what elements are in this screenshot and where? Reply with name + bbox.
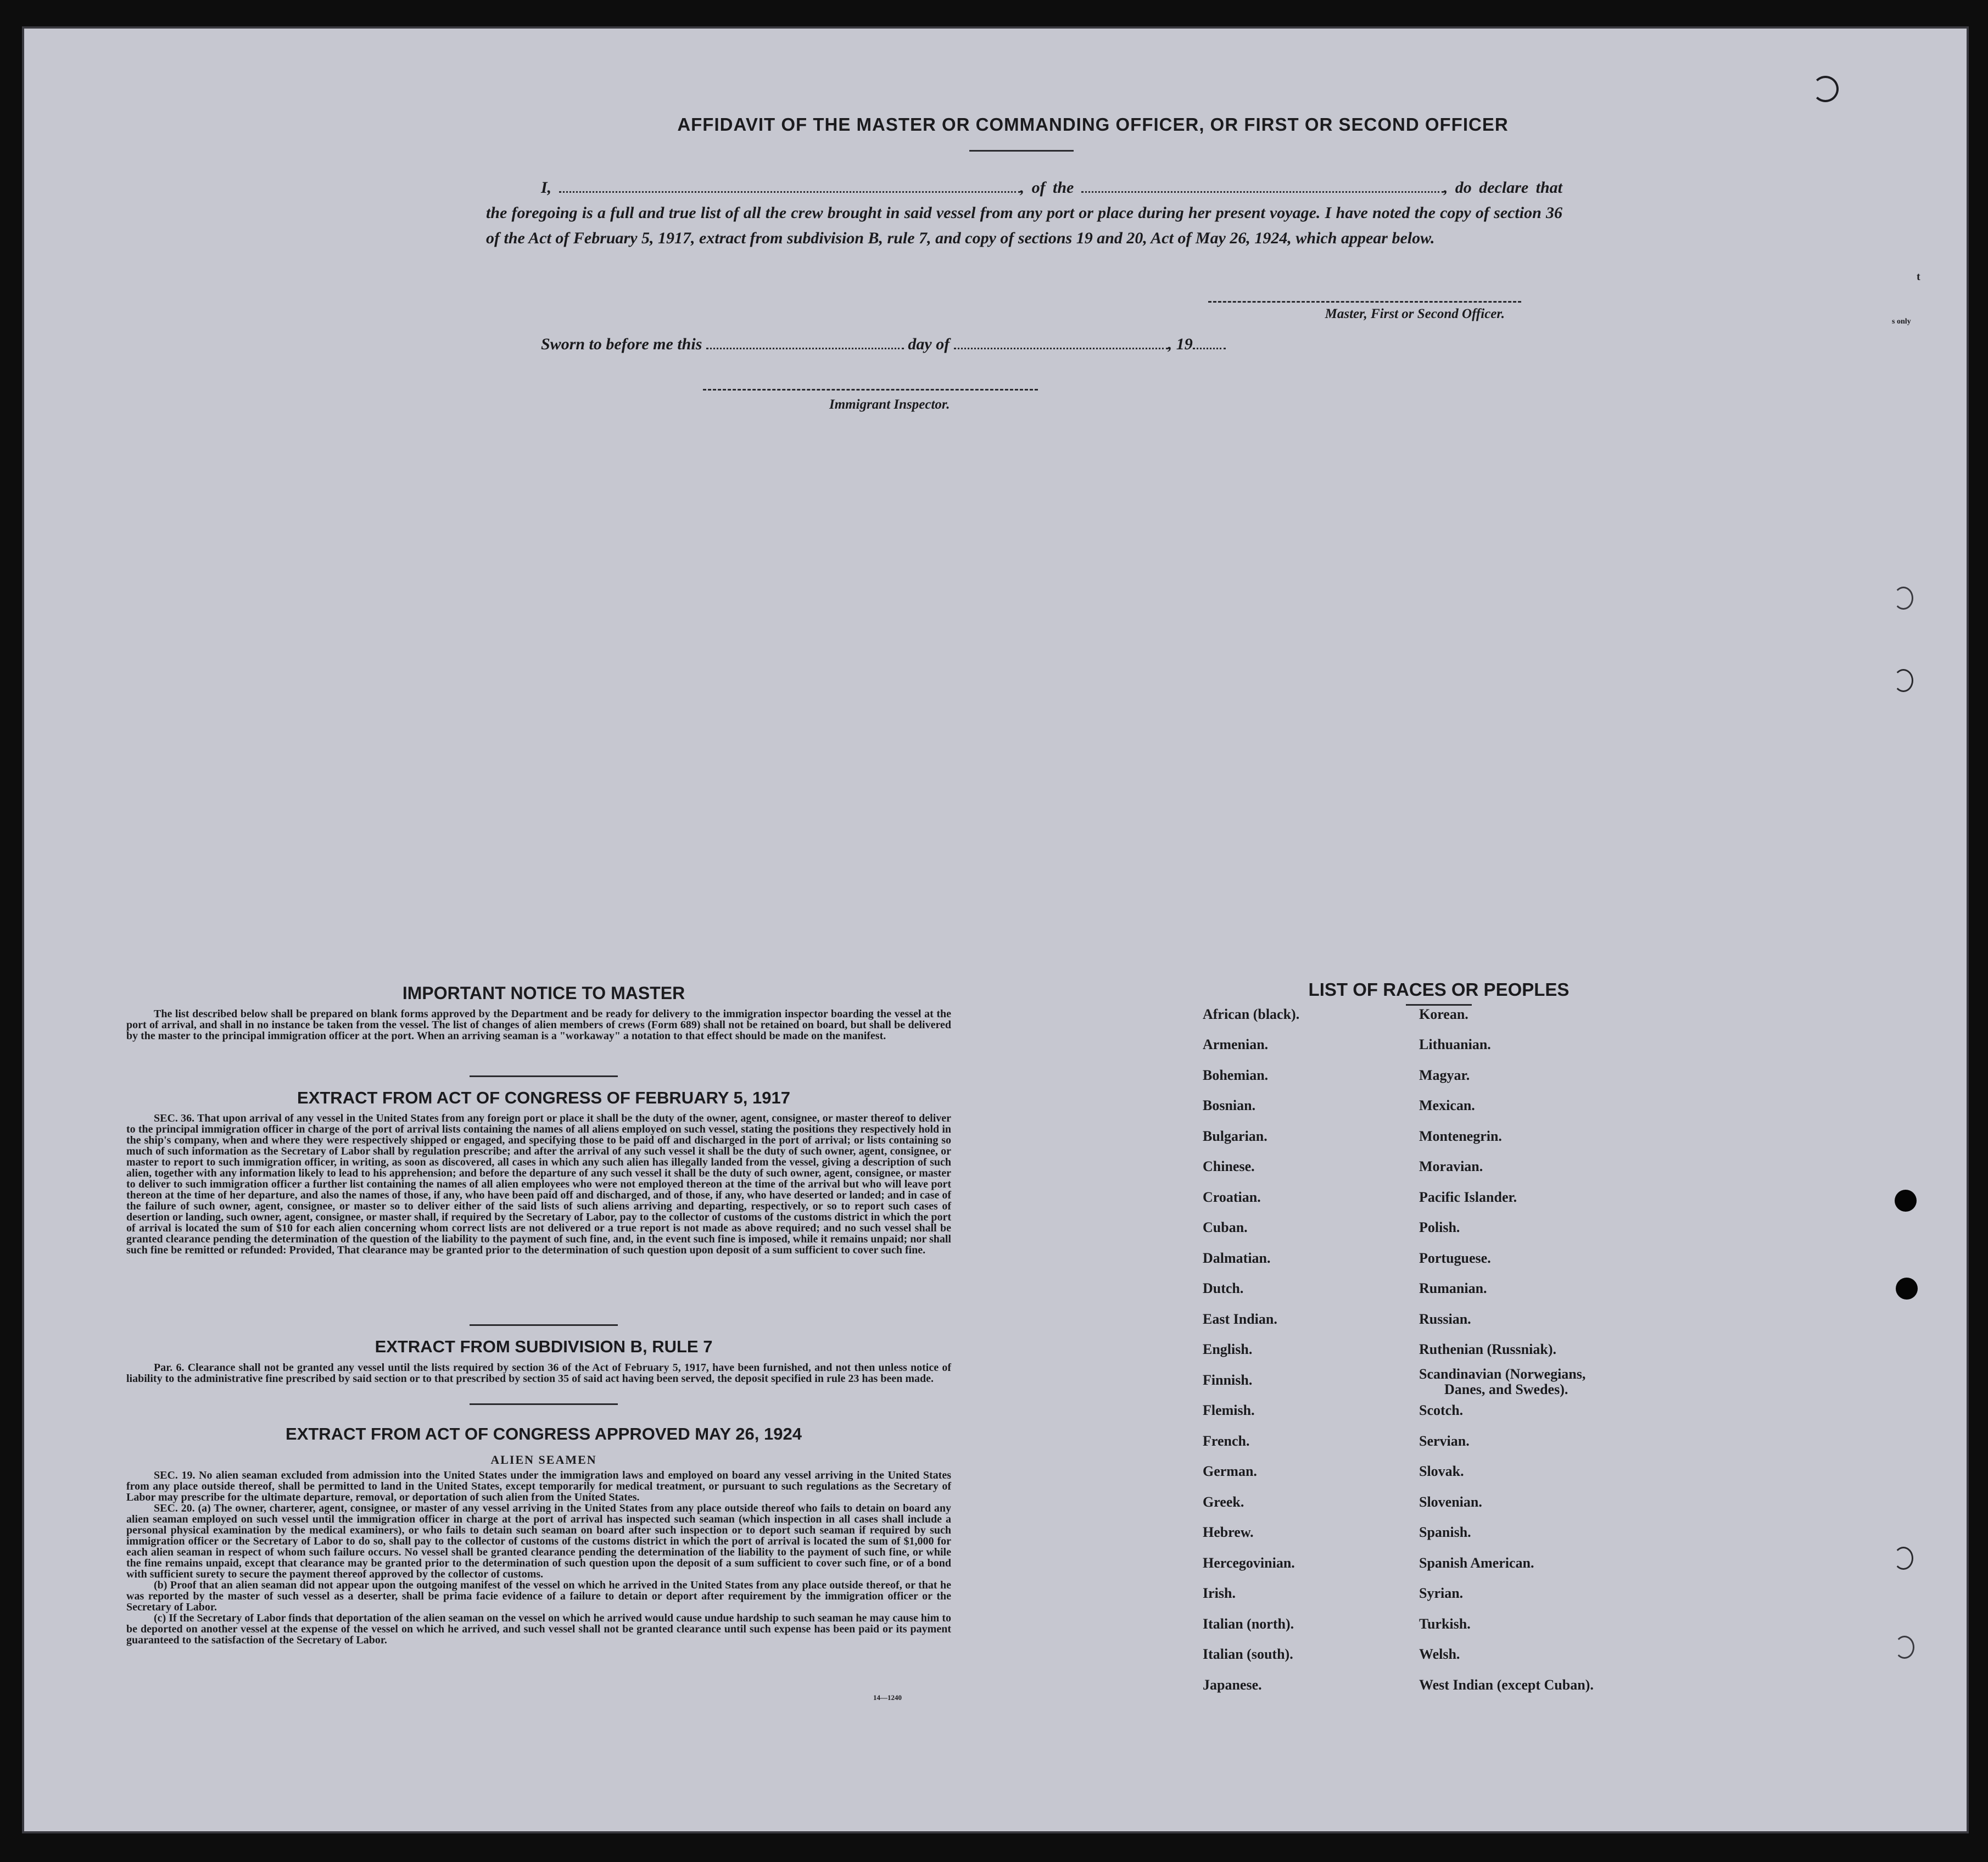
section-rule (470, 1403, 618, 1405)
punch-hole-filled (1895, 1190, 1917, 1212)
race-right-item: Mexican. (1419, 1097, 1475, 1113)
races-title: LIST OF RACES OR PEOPLES (1308, 979, 1570, 1000)
notice-title: IMPORTANT NOTICE TO MASTER (402, 983, 685, 1003)
race-left-item: Greek. (1203, 1494, 1244, 1510)
race-left-item: Hebrew. (1203, 1524, 1254, 1540)
race-right-item: Servian. (1419, 1433, 1470, 1449)
race-right-item: Korean. (1419, 1006, 1468, 1022)
race-right-item: Magyar. (1419, 1067, 1470, 1083)
inspector-signature-line[interactable] (703, 389, 1038, 391)
race-right-item: Portuguese. (1419, 1250, 1491, 1266)
race-right-item: Scotch. (1419, 1402, 1464, 1418)
race-left-item: Flemish. (1203, 1402, 1255, 1418)
sworn-year-prefix: , 19 (1168, 335, 1193, 353)
affidavit-body-text: that the foregoing is a full and true list of all the crew brought in said vessel from any port or place during her present voyage. I have noted the copy of section 36 of the Act of February 5, 1917, extract from subdivision B, rule 7, and copy of sections 19 and 20, Act of May 26, 1924, which appear below. (486, 179, 1562, 247)
affidavit-do-declare: , do declare (1443, 179, 1529, 197)
punch-hole (1895, 1636, 1914, 1659)
race-left-item: Japanese. (1203, 1677, 1262, 1693)
sec-20c-paragraph: (c) If the Secretary of Labor finds that deportation of the alien seaman on the vessel on which he arrived would cause undue hardship to such seaman he may cause him to be deported on another vessel at the expense of the vessel on which he arrived, and such vessel shall not be granted clearance until such expense has been paid or its payment guaranteed to the satisfaction of the Secretary of Labor. (126, 1612, 951, 1646)
race-left-item: Italian (north). (1203, 1616, 1294, 1632)
race-right-item: Polish. (1419, 1219, 1460, 1235)
race-left-item: Bulgarian. (1203, 1128, 1267, 1144)
race-right-item: Pacific Islander. (1419, 1189, 1517, 1205)
race-left-item: Croatian. (1203, 1189, 1261, 1205)
sworn-month-blank[interactable] (954, 331, 1168, 349)
race-right-item: Ruthenian (Russniak). (1419, 1341, 1556, 1357)
title-rule (969, 150, 1074, 152)
notice-text (126, 1008, 951, 1041)
race-left-item: German. (1203, 1463, 1257, 1479)
race-left-item: English. (1203, 1341, 1253, 1357)
margin-only-mark: s only (1892, 317, 1911, 326)
race-left-item: Hercegovinian. (1203, 1555, 1295, 1571)
race-right-item: Rumanian. (1419, 1280, 1487, 1296)
race-right-item: West Indian (except Cuban). (1419, 1677, 1594, 1693)
act-1924-text (126, 1470, 951, 1646)
sec-20a-paragraph: SEC. 20. (a) The owner, charterer, agent, consignee, or master of any vessel arriving in the United States from any place outside thereof who fails to detain on board any alien seaman employed on such vessel until the immigration officer in charge at the port of arrival has inspected such seaman (which inspection in all cases shall include a personal physical examination by the medical examiners), or who fails to detain such seaman on board after such inspection or to deport such seaman if required by such immigration officer or the Secretary of Labor to do so, shall pay to the collector of customs of the customs district in which the port of arrival is located the sum of $1,000 for each alien seaman in respect of whom such failure occurs. No vessel shall be granted clearance pending the determination of the liability to the payment of such fine, or while the fine remains unpaid, except that clearance may be granted prior to the determination of such question upon the deposit of a sum sufficient to cover such fine, or of a bond with sufficient surety to secure the payment thereof approved by the collector of customs. (126, 1502, 951, 1580)
section-rule (470, 1075, 618, 1077)
race-left-item: Armenian. (1203, 1036, 1269, 1052)
race-left-item: Irish. (1203, 1585, 1236, 1601)
race-left-item: Chinese. (1203, 1158, 1255, 1174)
form-number: 14—1240 (873, 1693, 902, 1702)
section-rule (470, 1324, 618, 1326)
sworn-prefix: Sworn to before me this (541, 335, 702, 353)
affidavit-title: AFFIDAVIT OF THE MASTER OR COMMANDING OFFICER, OR FIRST OR SECOND OFFICER (677, 114, 1509, 135)
inspector-caption: Immigrant Inspector. (829, 397, 950, 412)
sec-20b-paragraph: (b) Proof that an alien seaman did not appear upon the outgoing manifest of the vessel on which he arrived in the United States from any place outside thereof, or that he was reported by the master of such vessel as a deserter, shall be prima facie evidence of a failure to detain or deport after requirement by the immigration officer or the Secretary of Labor. (126, 1579, 951, 1613)
master-caption: Master, First or Second Officer. (1325, 306, 1505, 321)
rule-7-title: EXTRACT FROM SUBDIVISION B, RULE 7 (375, 1337, 713, 1356)
rule-7-text (126, 1362, 951, 1384)
race-left-item: Bohemian. (1203, 1067, 1269, 1083)
sworn-day-blank[interactable] (706, 331, 904, 349)
race-left-item: Dutch. (1203, 1280, 1244, 1296)
race-left-item: Cuban. (1203, 1219, 1248, 1235)
act-1924-title: EXTRACT FROM ACT OF CONGRESS APPROVED MAY 26, 1924 (286, 1424, 802, 1443)
race-right-item: Syrian. (1419, 1585, 1464, 1601)
race-left-item: East Indian. (1203, 1311, 1277, 1327)
race-left-item: African (black). (1203, 1006, 1300, 1022)
race-right-item: Slovak. (1419, 1463, 1464, 1479)
sec-19-paragraph: SEC. 19. No alien seaman excluded from admission into the United States under the immigration laws and employed on board any vessel arriving in the United States from any place outside thereof, shall be permitted to land in the United States, except temporarily for medical treatment, or pursuant to such regulations as the Secretary of Labor may prescribe for the ultimate departure, removal, or deportation of such alien from the United States. (126, 1469, 951, 1503)
master-signature-line[interactable] (1208, 301, 1521, 303)
race-right-item: Lithuanian. (1419, 1036, 1491, 1052)
race-right-item: Spanish American. (1419, 1555, 1534, 1571)
race-right-continuation: Danes, and Swedes). (1444, 1381, 1568, 1397)
punch-hole-filled (1896, 1278, 1918, 1300)
document-sheet (22, 26, 1969, 1833)
act-1917-title: EXTRACT FROM ACT OF CONGRESS OF FEBRUARY 5, 1917 (297, 1088, 790, 1107)
act-1917-text (126, 1113, 951, 1256)
race-left-item: Bosnian. (1203, 1097, 1256, 1113)
race-left-item: Italian (south). (1203, 1646, 1293, 1662)
race-right-item: Welsh. (1419, 1646, 1460, 1662)
act-1917-paragraph: SEC. 36. That upon arrival of any vessel in the United States from any foreign port or place it shall be the duty of the owner, agent, consignee, or master thereof to deliver to the principal immigration officer in charge of the port of arrival lists containing the names of all aliens employed on such vessel, stating the positions they respectively hold in the ship's company, when and where they were respectively shipped or engaged, and specifying those to be paid off and discharged in the port of arrival; or lists containing so much of such information as the Secretary of Labor shall by regulation prescribe; and after the arrival of any such vessel it shall be the duty of such owner, agent, consignee, or master to report to such immigration officer, in writing, as soon as discovered, all cases in which any such alien has illegally landed from the vessel, giving a description of such alien, together with any information likely to lead to his apprehension; and before the departure of any such vessel it shall be the duty of such owner, agent, consignee, or master to deliver to such immigration officer a further list containing the names of all alien employees who were not employed thereon at the time of the arrival but who will leave port thereon at the time of her departure, and also the names of those, if any, who have been paid off and discharged, and of those, if any, who have deserted or landed; and in case of the failure of such owner, agent, consignee, or master so to deliver either of the said lists of such aliens arriving and departing, respectively, or so to report such cases of desertion or landing, such owner, agent, consignee, or master shall, if required by the Secretary of Labor, pay to the collector of customs of the customs district in which the port of arrival is located the sum of $10 for each alien concerning whom correct lists are not delivered or a true report is not made as above required; and no such vessel shall be granted clearance pending the determination of the question of the liability to the payment of such fine, and, in the event such fine is imposed, while it remains unpaid; nor shall such fine be remitted or refunded: Provided, That clearance may be granted prior to the determination of such question upon deposit of a sum sufficient to cover such fine. (126, 1112, 951, 1256)
race-right-item: Moravian. (1419, 1158, 1483, 1174)
name-blank[interactable] (559, 175, 1020, 193)
sworn-line (541, 331, 1310, 354)
affidavit-i-label: I, (541, 179, 552, 197)
punch-hole (1894, 669, 1913, 692)
alien-seamen-subtitle: ALIEN SEAMEN (490, 1453, 597, 1467)
sworn-day-of: day of (908, 335, 950, 353)
sworn-year-blank[interactable] (1193, 331, 1226, 349)
binding-ring-mark (1812, 76, 1839, 102)
affidavit-of-the: , of the (1020, 179, 1074, 197)
affidavit-statement (486, 175, 1562, 251)
race-right-item: Turkish. (1419, 1616, 1471, 1632)
race-left-item: Dalmatian. (1203, 1250, 1271, 1266)
punch-hole (1894, 1547, 1913, 1570)
punch-hole (1894, 587, 1913, 610)
races-rule (1406, 1004, 1472, 1006)
race-left-item: French. (1203, 1433, 1250, 1449)
race-right-item: Spanish. (1419, 1524, 1471, 1540)
race-right-item: Montenegrin. (1419, 1128, 1502, 1144)
race-left-item: Finnish. (1203, 1372, 1253, 1388)
race-right-item: Russian. (1419, 1311, 1471, 1327)
vessel-blank[interactable] (1081, 175, 1444, 193)
notice-paragraph: The list described below shall be prepared on blank forms approved by the Department and be ready for delivery to the immigration inspector boarding the vessel at the port of arrival, and shall in no instance be taken from the vessel. The list of changes of alien members of crews (Form 689) shall not be retained on board, but shall be delivered by the master to the principal immigration officer at the port. When an arriving seaman is a "workaway" a notation to that effect should be made on the manifest. (126, 1008, 951, 1042)
race-right-item: Slovenian. (1419, 1494, 1482, 1510)
race-right-item: Scandinavian (Norwegians, (1419, 1366, 1586, 1382)
margin-t-mark: t (1917, 271, 1920, 283)
rule-7-paragraph: Par. 6. Clearance shall not be granted any vessel until the lists required by section 36 of the Act of February 5, 1917, have been furnished, and not then unless notice of liability to the administrative fine prescribed by said section or to that prescribed by section 35 of said act having been served, the deposit specified in rule 23 has been made. (126, 1362, 951, 1385)
